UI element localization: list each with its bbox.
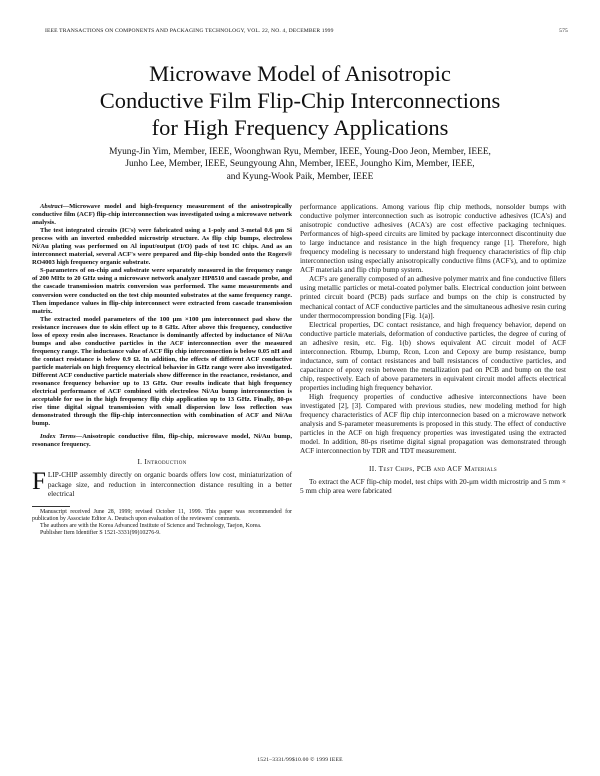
footnote-paragraph: The authors are with the Korea Advanced Institute of Science and Technology, Taejon, Korea.: [40, 522, 262, 529]
body-paragraph: To extract the ACF flip-chip model, test chips with 20-μm width microstrip and 5 mm × 5 mm chip area were fabricated: [300, 478, 566, 496]
author-list: [60, 146, 540, 183]
section-heading-test-chips: II. Test Chips, PCB and ACF Materials: [369, 464, 497, 474]
footnote-paragraph: Publisher Item Identifier S 1521-3331(99)10276-9.: [40, 529, 161, 536]
introduction-text: FLIP-CHIP assembly directly on organic boards offers low cost, miniaturization of package size, and reduction in interconnection distance resulting in a better electrical: [32, 468, 292, 498]
index-terms-label: Index Terms—: [40, 433, 83, 441]
index-terms: Index Terms—Anisotropic conductive film, flip-chip, microwave model, Ni/Au bump, resonance frequency.: [32, 433, 292, 449]
copyright-footer: 1521–3331/99$10.00 © 1999 IEEE: [257, 757, 343, 763]
drop-cap: F: [32, 468, 46, 496]
abstract-paragraph: The test integrated circuits (IC's) were fabricated using a 1-poly and 3-metal 0.6 μm Si process with an inverted embedded microstrip structure. As flip chip bumps, electroless Ni/Au plating was performed on Al input/output (I/O) pads of test IC chips. And as an interconnect material, several ACF's were prepared and flip-chip bonded onto the Rogers® RO4003 high frequency organic substrate.: [32, 227, 292, 267]
abstract-paragraph: The extracted model parameters of the 100 μm ×100 μm interconnect pad show the resistance increases due to skin effect up to 8 GHz. After above this frequency, conductive loss of epoxy resin also increases. Reactance is dominantly affected by inductance of Ni/Au bumps and also conductive particles in the ACF interconnection over the measured frequency range. The inductance value of ACF flip chip interconnection is below 0.05 nH and the contact resistance is below 0.9 Ω. In addition, the effects of different ACF conductive particle materials on high frequency electrical behavior in GHz range were also investigated. Different ACF conductive particle materials show difference in the reactance, resistance, and resonance frequency behavior up to 13 GHz. Our results indicate that high frequency electrical performance of ACF combined with electroless Ni/Au bump interconnection is acceptable for use in the high frequency flip chip application up to 13 GHz. Finally, 80-ps rise time digital signal transmission with small dispersion low loss reflection was demonstrated through the flip-chip interconnection with combination of ACF and Ni/Au bump.: [32, 315, 292, 428]
title-line: Conductive Film Flip-Chip Interconnections: [99, 88, 501, 113]
title-line: for High Frequency Applications: [151, 115, 449, 140]
body-paragraph: performance applications. Among various flip chip methods, nonsolder bumps with conductive polymer interconnection such as isotropic conductive adhesives (ICA's) and anisotropic conductive adhesives (ACA's) are cost effective packaging techniques. Performances of high-speed circuits are limited by package interconnect discontinuity due to large inductance and resistance in the high frequency range [1]. Therefore, high frequency modeling is necessary to understand high frequency characteristics of flip chip interconnection using especially anisotropically conductive films (ACF's), and to optimize ACF materials and flip chip bump system.: [300, 203, 566, 275]
right-column: [300, 203, 566, 496]
abstract-label: Abstract—: [40, 203, 70, 210]
abstract: [32, 203, 292, 428]
running-header: [45, 28, 568, 34]
left-column: [32, 203, 292, 537]
footnote-paragraph: Manuscript received June 28, 1999; revised October 11, 1999. This paper was recommended for publication by Associate Editor A. Deutsch upon evaluation of the reviewers' comments.: [32, 508, 292, 522]
author-line: Myung-Jin Yim, Member, IEEE, Woonghwan Ryu, Member, IEEE, Young-Doo Jeon, Member, IEEE,: [109, 147, 491, 157]
abstract-paragraph: S-parameters of on-chip and substrate were separately measured in the frequency range of 200 MHz to 20 GHz using a microwave network analyzer HP8510 and cascade probe, and the cascade transmission matrix conversion was performed. The same measurements and conversion were conducted on the test chip mounted substrates at the same frequency range. Then impedance values in flip-chip interconnect were extracted from cascade transmission matrix.: [32, 267, 292, 315]
author-line: and Kyung-Wook Paik, Member, IEEE: [226, 171, 374, 182]
page-number: 575: [559, 28, 568, 34]
abstract-paragraph: Abstract—Microwave model and high-frequency measurement of the anisotropically conductive film (ACF) flip-chip interconnection was investigated using a microwave network analysis.: [32, 203, 292, 227]
body-paragraph: Electrical properties, DC contact resistance, and high frequency behavior, depend on conductive particle materials, deformation of conductive particles, the degree of curing of an adhesive resin, etc. Fig. 1(b) shows equivalent AC circuit model of ACF interconnection. Rbump, Lbump, Rcon, Lcon and Cepoxy are bump resistance, bump inductance, sum of contact resistances and ball resistances of conductive particles, and capacitance of epoxy resin between the metallization pad on PCB and bump on the test chip, respectively. Each of above parameters in equivalent circuit model affects electrical properties including high frequency behavior.: [300, 320, 566, 392]
section-heading-introduction: I. Introduction: [137, 457, 187, 467]
title-line: Microwave Model of Anisotropic: [149, 61, 451, 86]
body-paragraph: ACF's are generally composed of an adhesive polymer matrix and fine conductive fillers using metallic particles or metal-coated polymer balls. Electrical conduction joint between printed circuit board (PCB) pads surface and bumps on the chip is constructed by mechanical contact of ACF conductive particles and the simultaneous adhesive resin curing under thermocompression bonding [Fig. 1(a)].: [300, 275, 566, 320]
author-line: Junho Lee, Member, IEEE, Seungyoung Ahn, Member, IEEE, Joungho Kim, Member, IEEE,: [125, 159, 475, 170]
footnote-divider: [32, 506, 70, 507]
paper-title: [60, 60, 540, 141]
footnote: [32, 509, 292, 537]
body-paragraph: High frequency properties of conductive adhesive interconnections have been investigated [2], [3]. Compared with previous studies, new modeling method for high frequency characteristics of ACF flip chip interconnecion based on a microwave network analysis and S-parameter measurements is proposed in this study. The effect of conductive particles in the ACF on high frequency properties was investigated using the extracted model. In addition, 80-ps risetime digital signal propagation was demonstrated through ACF interconnection by TDR and TDT measurement.: [300, 392, 566, 456]
journal-name: IEEE TRANSACTIONS ON COMPONENTS AND PACKAGING TECHNOLOGY, VOL. 22, NO. 4, DECEMBER 1999: [45, 28, 334, 34]
